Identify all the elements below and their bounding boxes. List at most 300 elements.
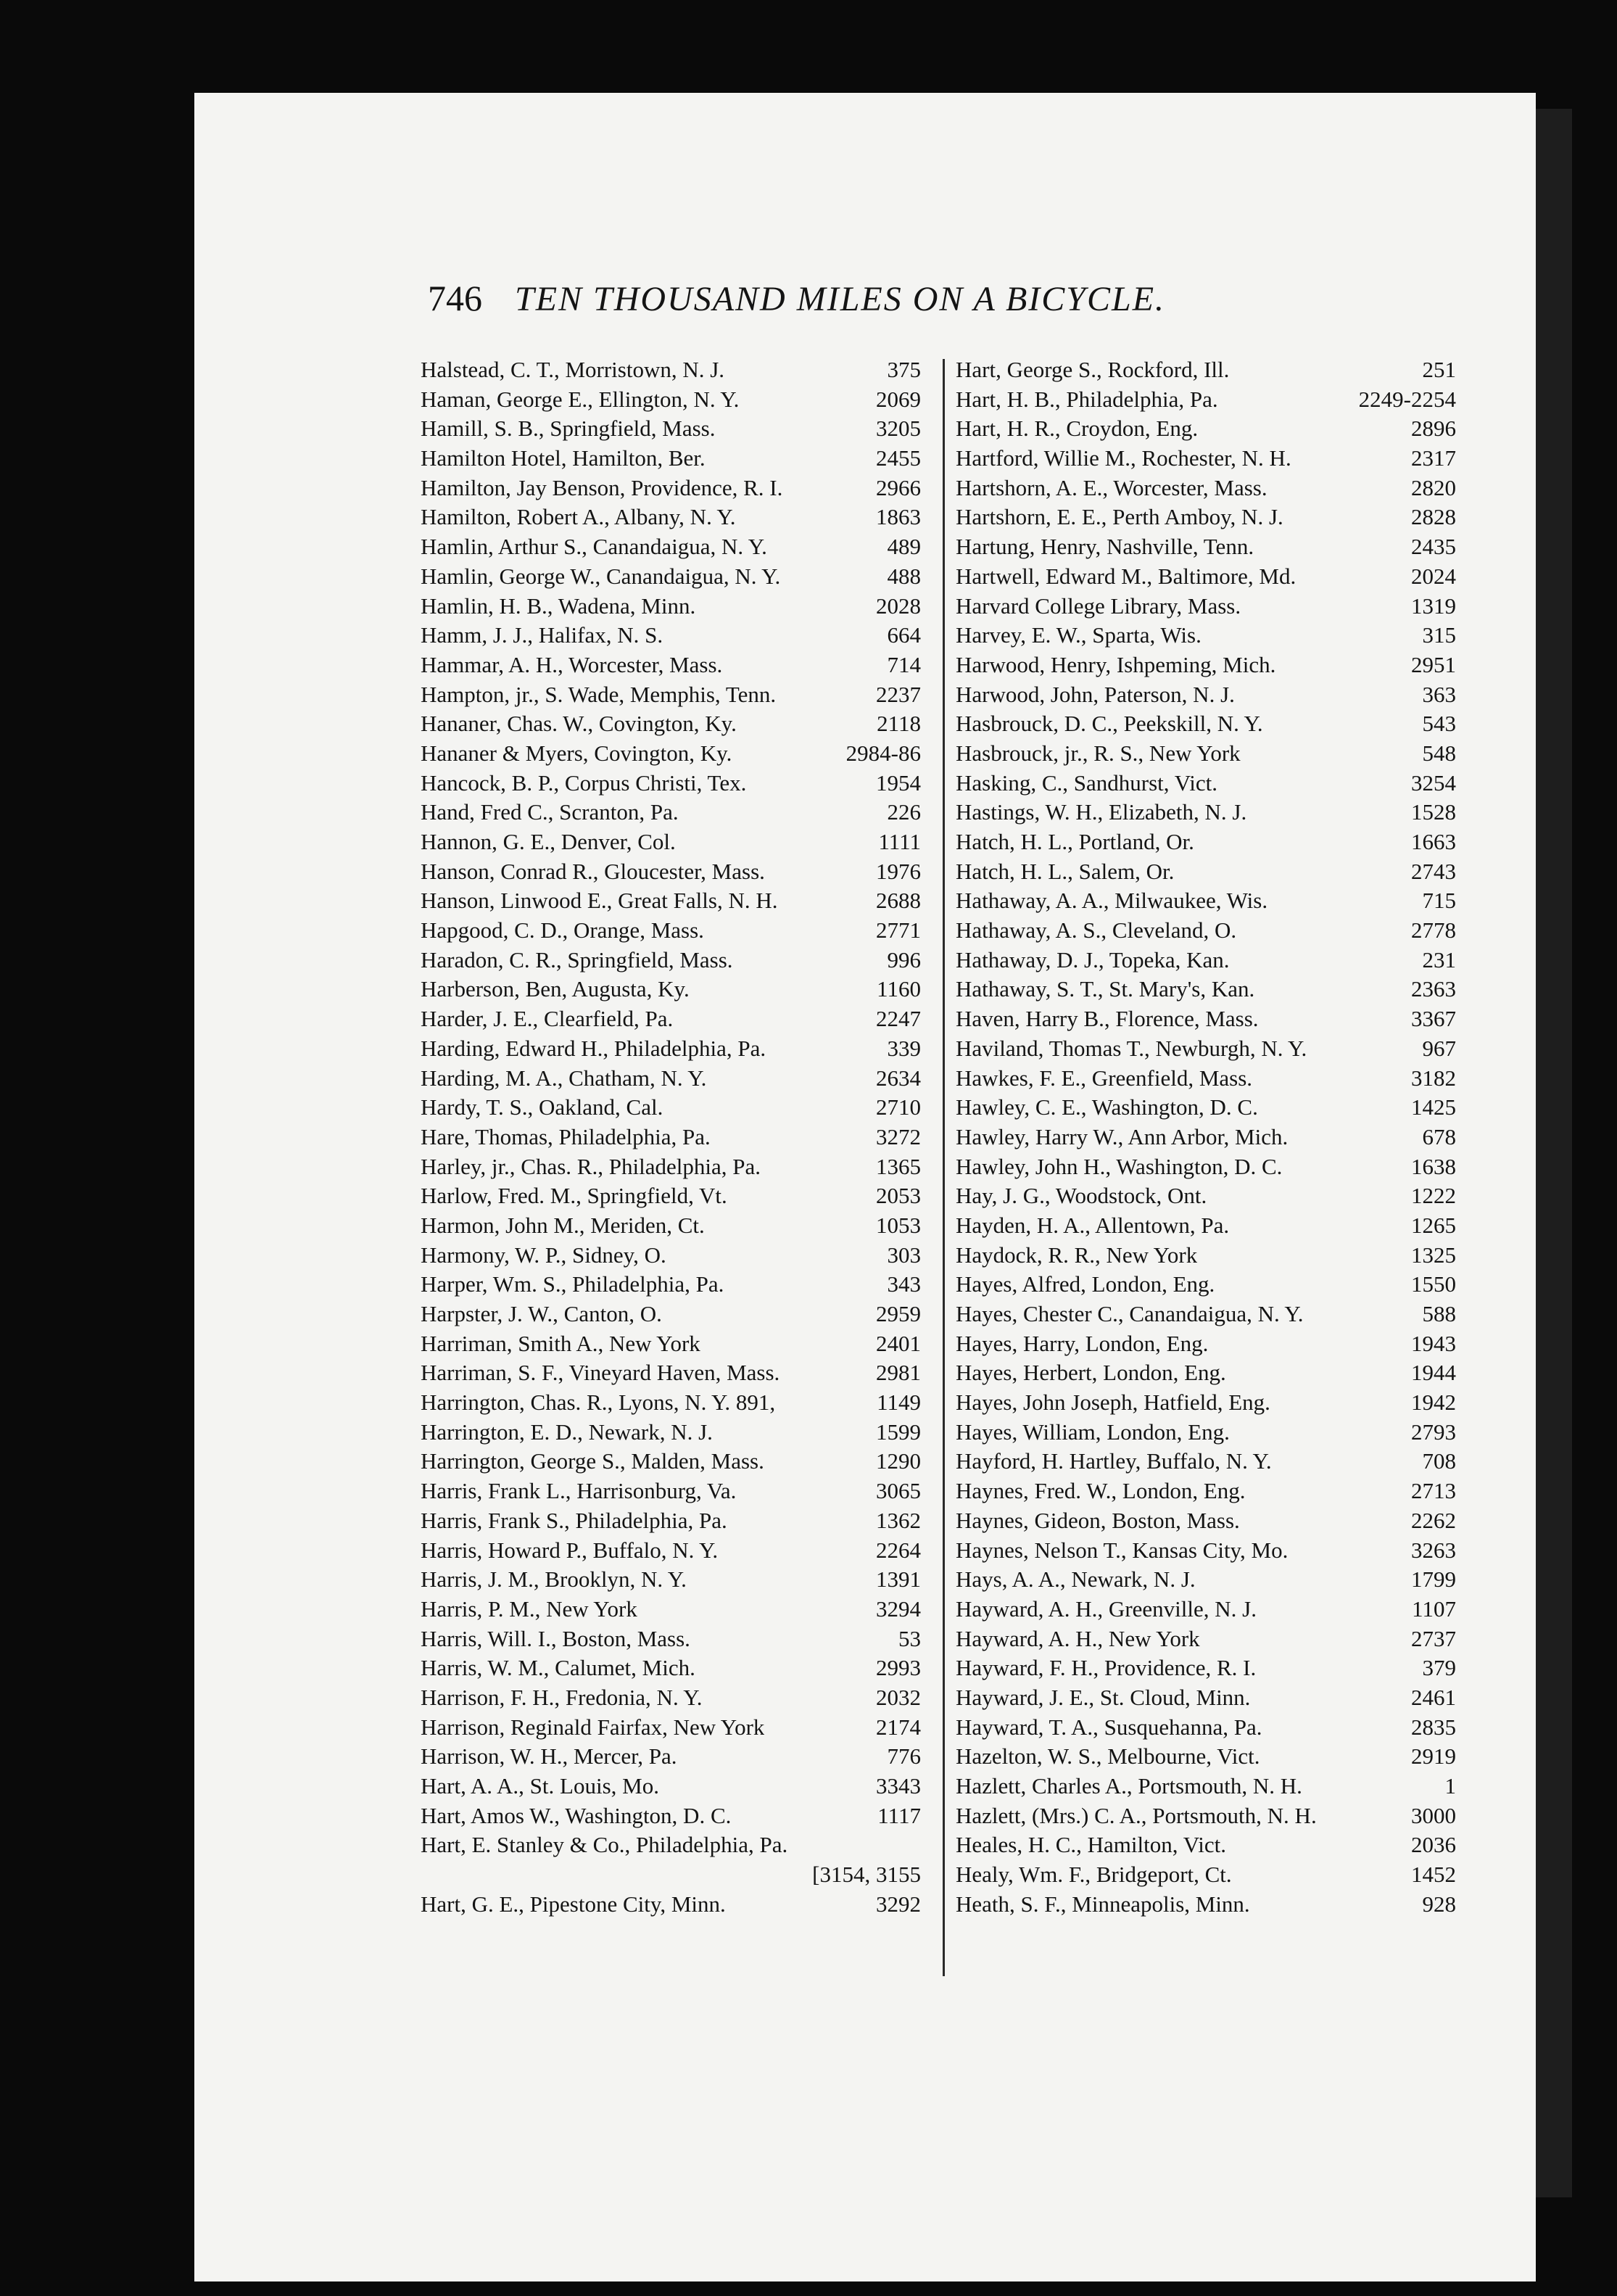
list-item [956, 1565, 1456, 1595]
list-item [421, 1300, 921, 1329]
entry-name: Hart, Amos W., Washington, D. C. [421, 1802, 732, 1828]
entry-number: 2401 [876, 1330, 921, 1356]
entry-number: 2919 [1411, 1743, 1456, 1770]
entry-name: Hamm, J. J., Halifax, N. S. [421, 622, 663, 648]
list-item [421, 414, 921, 444]
list-item [956, 444, 1456, 474]
entry-number: 2455 [876, 445, 921, 471]
entry-number: 2820 [1411, 474, 1456, 500]
list-item [421, 1093, 921, 1123]
entry-number: 1117 [877, 1802, 921, 1828]
entry-number: 2032 [876, 1684, 921, 1710]
entry-name: Haviland, Thomas T., Newburgh, N. Y. [956, 1035, 1307, 1061]
entry-number: 1 [1444, 1773, 1456, 1799]
entry-name: Harvard College Library, Mass. [956, 592, 1241, 619]
list-item [956, 562, 1456, 592]
entry-name: Hayward, F. H., Providence, R. I. [956, 1655, 1257, 1681]
entry-number: 2778 [1411, 917, 1456, 943]
list-item [421, 1624, 921, 1654]
entry-name: Harrington, E. D., Newark, N. J. [421, 1419, 713, 1445]
entry-number: 2249-2254 [1358, 386, 1456, 412]
entry-name: Harmon, John M., Meriden, Ct. [421, 1212, 705, 1238]
list-item [421, 975, 921, 1004]
entry-number: 1107 [1412, 1595, 1456, 1622]
entry-number: 2896 [1411, 416, 1456, 442]
entry-number: 1799 [1411, 1566, 1456, 1593]
list-item [421, 1772, 921, 1801]
entry-number: 2688 [876, 888, 921, 914]
list-item [421, 1890, 921, 1920]
list-item [421, 1241, 921, 1271]
list-item [421, 651, 921, 680]
entry-number: 315 [1422, 622, 1456, 648]
entry-name: Hananer, Chas. W., Covington, Ky. [421, 711, 737, 737]
entry-number: 967 [1422, 1035, 1456, 1061]
entry-number: 2317 [1411, 445, 1456, 471]
entry-number: 1528 [1411, 799, 1456, 825]
entry-name: Hathaway, A. A., Milwaukee, Wis. [956, 888, 1268, 914]
entry-number: 2264 [876, 1537, 921, 1563]
entry-name: Halstead, C. T., Morristown, N. J. [421, 357, 725, 382]
entry-number: 928 [1422, 1891, 1456, 1917]
list-item [421, 562, 921, 592]
list-item [956, 1181, 1456, 1211]
list-item [956, 1536, 1456, 1566]
entry-name: Harriman, S. F., Vineyard Haven, Mass. [421, 1360, 780, 1386]
entry-number: 231 [1422, 946, 1456, 973]
entry-number: 548 [1422, 740, 1456, 766]
list-item [956, 1447, 1456, 1477]
entry-number: 379 [1422, 1655, 1456, 1681]
entry-name: Harriman, Smith A., New York [421, 1330, 700, 1356]
entry-number: 2069 [876, 386, 921, 412]
entry-number: 1365 [876, 1153, 921, 1179]
list-item [421, 946, 921, 975]
left-column [421, 355, 921, 1919]
list-item [421, 1653, 921, 1683]
entry-name: Harris, Will. I., Boston, Mass. [421, 1625, 690, 1651]
entry-name: Harris, Howard P., Buffalo, N. Y. [421, 1537, 719, 1563]
entry-name: Hamlin, H. B., Wadena, Minn. [421, 592, 696, 619]
entry-number: 339 [887, 1035, 921, 1061]
entry-number: 3254 [1411, 769, 1456, 796]
entry-name: Hasbrouck, D. C., Peekskill, N. Y. [956, 711, 1263, 737]
list-item [956, 827, 1456, 857]
list-item [956, 1860, 1456, 1890]
entry-name: Haynes, Gideon, Boston, Mass. [956, 1507, 1240, 1533]
entry-name: Hayward, T. A., Susquehanna, Pa. [956, 1714, 1262, 1740]
entry-number: 2053 [876, 1183, 921, 1209]
list-item [421, 827, 921, 857]
entry-number: 1863 [876, 504, 921, 530]
entry-name: Harris, W. M., Calumet, Mich. [421, 1655, 695, 1681]
entry-name: Hammar, A. H., Worcester, Mass. [421, 651, 723, 677]
entry-name: Hart, H. R., Croydon, Eng. [956, 416, 1199, 442]
entry-number: 1943 [1411, 1330, 1456, 1356]
list-item [956, 1064, 1456, 1094]
list-item [421, 739, 921, 769]
entry-name: Hart, H. B., Philadelphia, Pa. [956, 386, 1218, 412]
entry-name: Harberson, Ben, Augusta, Ky. [421, 976, 690, 1002]
list-item [956, 1329, 1456, 1359]
entry-number: 226 [887, 799, 921, 825]
entry-number: 1160 [877, 976, 921, 1002]
list-item [421, 769, 921, 798]
entry-number: 1638 [1411, 1153, 1456, 1179]
entry-name: Hatch, H. L., Portland, Or. [956, 829, 1194, 854]
list-item [956, 1123, 1456, 1152]
entry-number: 1265 [1411, 1212, 1456, 1238]
entry-name: Hayward, A. H., New York [956, 1625, 1200, 1651]
entry-name: Hayes, Alfred, London, Eng. [956, 1271, 1215, 1297]
entry-number: 1954 [876, 769, 921, 796]
list-item [421, 1830, 921, 1860]
list-item [956, 385, 1456, 415]
column-divider [943, 359, 945, 1976]
entry-number: 3000 [1411, 1802, 1456, 1828]
entry-number: 343 [887, 1271, 921, 1297]
list-item [956, 1713, 1456, 1743]
entry-name: Harwood, John, Paterson, N. J. [956, 681, 1235, 707]
entry-number: 488 [887, 563, 921, 589]
list-item [956, 1830, 1456, 1860]
list-item [956, 1595, 1456, 1624]
list-item [956, 1093, 1456, 1123]
entry-number: 2262 [1411, 1507, 1456, 1533]
entry-number: 489 [887, 534, 921, 560]
entry-number: 715 [1422, 888, 1456, 914]
entry-name: Hartung, Henry, Nashville, Tenn. [956, 534, 1254, 560]
entry-number: 1111 [878, 829, 921, 854]
entry-number: 2713 [1411, 1478, 1456, 1504]
list-item [956, 532, 1456, 562]
list-item [956, 1270, 1456, 1300]
entry-number: 2435 [1411, 534, 1456, 560]
entry-name: Harvey, E. W., Sparta, Wis. [956, 622, 1202, 648]
entry-number: 363 [1422, 681, 1456, 707]
entry-name: Hancock, B. P., Corpus Christi, Tex. [421, 769, 747, 796]
entry-number: 375 [887, 357, 921, 382]
entry-name: Hayford, H. Hartley, Buffalo, N. Y. [956, 1448, 1272, 1474]
list-item [421, 1536, 921, 1566]
list-item [421, 886, 921, 916]
list-item [956, 1683, 1456, 1713]
list-item [956, 651, 1456, 680]
list-item [421, 1358, 921, 1388]
entry-number: 1053 [876, 1212, 921, 1238]
entry-name: Hayden, H. A., Allentown, Pa. [956, 1212, 1230, 1238]
entry-name: Hawkes, F. E., Greenfield, Mass. [956, 1065, 1253, 1091]
entry-number: 3367 [1411, 1006, 1456, 1032]
entry-name: Hart, E. Stanley & Co., Philadelphia, Pa. [421, 1832, 788, 1858]
list-item [956, 1388, 1456, 1418]
entry-number: 708 [1422, 1448, 1456, 1474]
entry-number: 3205 [876, 416, 921, 442]
entry-name: Hayward, J. E., St. Cloud, Minn. [956, 1684, 1251, 1710]
entry-number: 2771 [876, 917, 921, 943]
entry-number: 2793 [1411, 1419, 1456, 1445]
list-item [956, 1801, 1456, 1831]
list-item [421, 1565, 921, 1595]
list-item [421, 592, 921, 622]
entry-number: 2710 [876, 1094, 921, 1120]
entry-name: Haradon, C. R., Springfield, Mass. [421, 946, 733, 973]
entry-number: 1222 [1411, 1183, 1456, 1209]
entry-number: 1290 [876, 1448, 921, 1474]
entry-name: Hazlett, Charles A., Portsmouth, N. H. [956, 1773, 1302, 1799]
entry-name: Harley, jr., Chas. R., Philadelphia, Pa. [421, 1153, 761, 1179]
entry-number: 303 [887, 1242, 921, 1268]
entry-number: 3263 [1411, 1537, 1456, 1563]
entry-name: Harris, J. M., Brooklyn, N. Y. [421, 1566, 687, 1593]
entry-name: Hanson, Conrad R., Gloucester, Mass. [421, 858, 765, 884]
entry-number: 2174 [876, 1714, 921, 1740]
entry-number: 2981 [876, 1360, 921, 1386]
list-item [956, 414, 1456, 444]
entry-name: Harwood, Henry, Ishpeming, Mich. [956, 651, 1276, 677]
entry-name: Hathaway, A. S., Cleveland, O. [956, 917, 1237, 943]
entry-name: Hayes, Herbert, London, Eng. [956, 1360, 1226, 1386]
entry-number: 2743 [1411, 858, 1456, 884]
entry-number: 2247 [876, 1006, 921, 1032]
list-item [956, 1358, 1456, 1388]
entry-name: Hampton, jr., S. Wade, Memphis, Tenn. [421, 681, 777, 707]
list-item [421, 1004, 921, 1034]
list-item [421, 1152, 921, 1182]
entry-name: Hamilton, Robert A., Albany, N. Y. [421, 504, 736, 530]
list-item [956, 769, 1456, 798]
list-item [956, 798, 1456, 827]
list-item [956, 857, 1456, 887]
entry-number: 1425 [1411, 1094, 1456, 1120]
entry-name: Hartford, Willie M., Rochester, N. H. [956, 445, 1291, 471]
list-item [421, 1447, 921, 1477]
entry-name: Hathaway, D. J., Topeka, Kan. [956, 946, 1230, 973]
right-column [956, 355, 1456, 1919]
list-item [956, 946, 1456, 975]
entry-name: Hathaway, S. T., St. Mary's, Kan. [956, 976, 1255, 1002]
list-item [956, 592, 1456, 622]
list-item [421, 798, 921, 827]
entry-number: 1325 [1411, 1242, 1456, 1268]
page-header [428, 277, 1370, 335]
entry-name: Hananer & Myers, Covington, Ky. [421, 740, 732, 766]
entry-name: Hart, A. A., St. Louis, Mo. [421, 1773, 659, 1799]
entry-name: Hamlin, Arthur S., Canandaigua, N. Y. [421, 534, 767, 560]
entry-name: Hasbrouck, jr., R. S., New York [956, 740, 1241, 766]
list-item [421, 1683, 921, 1713]
entry-number: 2959 [876, 1301, 921, 1326]
list-item [956, 1004, 1456, 1034]
entry-number: 776 [887, 1743, 921, 1770]
entry-number: 251 [1422, 357, 1456, 382]
list-item [421, 444, 921, 474]
entry-name: Hamilton, Jay Benson, Providence, R. I. [421, 474, 783, 500]
list-item [421, 1211, 921, 1241]
entry-number: 3294 [876, 1595, 921, 1622]
entry-name: Harrison, Reginald Fairfax, New York [421, 1714, 765, 1740]
entry-number: 2951 [1411, 651, 1456, 677]
list-item [421, 1506, 921, 1536]
entry-name: Hayes, Chester C., Canandaigua, N. Y. [956, 1301, 1304, 1326]
entry-number: 678 [1422, 1123, 1456, 1149]
entry-number: 2363 [1411, 976, 1456, 1002]
entry-name: Hayes, William, London, Eng. [956, 1419, 1230, 1445]
entry-number: 2993 [876, 1655, 921, 1681]
entry-name: Harris, Frank S., Philadelphia, Pa. [421, 1507, 727, 1533]
entry-name: Harrison, F. H., Fredonia, N. Y. [421, 1684, 703, 1710]
list-item [956, 916, 1456, 946]
entry-number: 2237 [876, 681, 921, 707]
entry-number: 2028 [876, 592, 921, 619]
list-item [421, 680, 921, 710]
book-spine-shadow [1536, 109, 1572, 2197]
list-item [956, 1241, 1456, 1271]
entry-name: Haynes, Fred. W., London, Eng. [956, 1478, 1246, 1504]
list-item [956, 1034, 1456, 1064]
page-number: 746 [428, 278, 482, 318]
list-item [956, 739, 1456, 769]
entry-name: Hand, Fred C., Scranton, Pa. [421, 799, 679, 825]
list-item [421, 1329, 921, 1359]
list-item [421, 1742, 921, 1772]
list-item [421, 1418, 921, 1448]
entry-number: 3343 [876, 1773, 921, 1799]
list-item [421, 1181, 921, 1211]
entry-name: Heales, H. C., Hamilton, Vict. [956, 1832, 1226, 1858]
entry-name: Harding, Edward H., Philadelphia, Pa. [421, 1035, 766, 1061]
entry-name: Harlow, Fred. M., Springfield, Vt. [421, 1183, 727, 1209]
list-item [956, 1477, 1456, 1506]
entry-number: 588 [1422, 1301, 1456, 1326]
entry-name: Haven, Harry B., Florence, Mass. [956, 1006, 1259, 1032]
list-item [956, 1653, 1456, 1683]
entry-number: 1452 [1411, 1862, 1456, 1888]
list-item [956, 474, 1456, 503]
entry-name: Harrington, Chas. R., Lyons, N. Y. 891, [421, 1389, 776, 1416]
entry-name: Hannon, G. E., Denver, Col. [421, 829, 676, 854]
entry-name: Hay, J. G., Woodstock, Ont. [956, 1183, 1207, 1209]
entry-name: Haman, George E., Ellington, N. Y. [421, 386, 740, 412]
entry-name: Healy, Wm. F., Bridgeport, Ct. [956, 1862, 1232, 1888]
entry-number: 1976 [876, 858, 921, 884]
entry-number: 2118 [877, 711, 921, 737]
list-item [421, 1123, 921, 1152]
entry-name: Hardy, T. S., Oakland, Cal. [421, 1094, 663, 1120]
entry-number: 2984-86 [845, 740, 921, 766]
entry-name: Haydock, R. R., New York [956, 1242, 1198, 1268]
entry-name: Hawley, John H., Washington, D. C. [956, 1153, 1283, 1179]
list-item [956, 975, 1456, 1004]
list-item [421, 1595, 921, 1624]
list-item [956, 1211, 1456, 1241]
entry-number: 3292 [876, 1891, 921, 1917]
entry-name: Harding, M. A., Chatham, N. Y. [421, 1065, 707, 1091]
entry-name: Harris, Frank L., Harrisonburg, Va. [421, 1478, 737, 1504]
entry-name: Hayes, John Joseph, Hatfield, Eng. [956, 1389, 1270, 1416]
entry-number: 1391 [876, 1566, 921, 1593]
entry-name: Hartwell, Edward M., Baltimore, Md. [956, 563, 1297, 589]
entry-number: 2461 [1411, 1684, 1456, 1710]
entry-number: 996 [887, 946, 921, 973]
entry-number: 664 [887, 622, 921, 648]
list-item [956, 1624, 1456, 1654]
entry-number: 2036 [1411, 1832, 1456, 1858]
list-item [956, 503, 1456, 532]
entry-number: 1362 [876, 1507, 921, 1533]
list-item [956, 1772, 1456, 1801]
list-item [956, 1890, 1456, 1920]
entry-number: 2828 [1411, 504, 1456, 530]
entry-name: Hawley, C. E., Washington, D. C. [956, 1094, 1258, 1120]
entry-name: Harrison, W. H., Mercer, Pa. [421, 1743, 677, 1770]
entry-name: Hart, G. E., Pipestone City, Minn. [421, 1891, 726, 1917]
list-item [421, 1801, 921, 1831]
list-item [421, 1860, 921, 1890]
list-item [421, 1713, 921, 1743]
list-item [956, 886, 1456, 916]
list-item [421, 385, 921, 415]
entry-number: 1599 [876, 1419, 921, 1445]
entry-number: 2024 [1411, 563, 1456, 589]
entry-name: Harris, P. M., New York [421, 1595, 637, 1622]
entry-name: Hamill, S. B., Springfield, Mass. [421, 416, 716, 442]
entry-number: 3182 [1411, 1065, 1456, 1091]
entry-name: Hamlin, George W., Canandaigua, N. Y. [421, 563, 781, 589]
entry-name: Harder, J. E., Clearfield, Pa. [421, 1006, 674, 1032]
list-item [421, 621, 921, 651]
entry-name: Heath, S. F., Minneapolis, Minn. [956, 1891, 1250, 1917]
entry-number: 1319 [1411, 592, 1456, 619]
entry-name: Hanson, Linwood E., Great Falls, N. H. [421, 888, 778, 914]
entry-name: Hatch, H. L., Salem, Or. [956, 858, 1175, 884]
entry-name: Hasking, C., Sandhurst, Vict. [956, 769, 1217, 796]
list-item [421, 1270, 921, 1300]
entry-number: 1944 [1411, 1360, 1456, 1386]
entry-name: Harper, Wm. S., Philadelphia, Pa. [421, 1271, 724, 1297]
running-head: TEN THOUSAND MILES ON A BICYCLE. [515, 280, 1166, 318]
entry-name: Hartshorn, E. E., Perth Amboy, N. J. [956, 504, 1283, 530]
entry-name: Hazlett, (Mrs.) C. A., Portsmouth, N. H. [956, 1802, 1317, 1828]
entry-number: 714 [887, 651, 921, 677]
list-item [421, 1064, 921, 1094]
list-item [421, 355, 921, 385]
list-item [956, 1506, 1456, 1536]
list-item [956, 355, 1456, 385]
entry-number: 1550 [1411, 1271, 1456, 1297]
list-item [421, 709, 921, 739]
entry-name: Harrington, George S., Malden, Mass. [421, 1448, 764, 1474]
entry-name: Haynes, Nelson T., Kansas City, Mo. [956, 1537, 1289, 1563]
entry-name: Hamilton Hotel, Hamilton, Ber. [421, 445, 706, 471]
entry-number: 1663 [1411, 829, 1456, 854]
entry-number: 543 [1422, 711, 1456, 737]
entry-number: 2835 [1411, 1714, 1456, 1740]
entry-number: 1942 [1411, 1389, 1456, 1416]
entry-number: 2737 [1411, 1625, 1456, 1651]
entry-number: [3154, 3155 [812, 1862, 921, 1888]
entry-name: Hawley, Harry W., Ann Arbor, Mich. [956, 1123, 1289, 1149]
entry-name: Hapgood, C. D., Orange, Mass. [421, 917, 704, 943]
list-item [956, 1742, 1456, 1772]
entry-name: Hart, George S., Rockford, Ill. [956, 357, 1230, 382]
list-item [421, 1388, 921, 1418]
list-item [956, 680, 1456, 710]
entry-name: Hays, A. A., Newark, N. J. [956, 1566, 1196, 1593]
list-item [421, 474, 921, 503]
entry-number: 3272 [876, 1123, 921, 1149]
list-item [421, 857, 921, 887]
